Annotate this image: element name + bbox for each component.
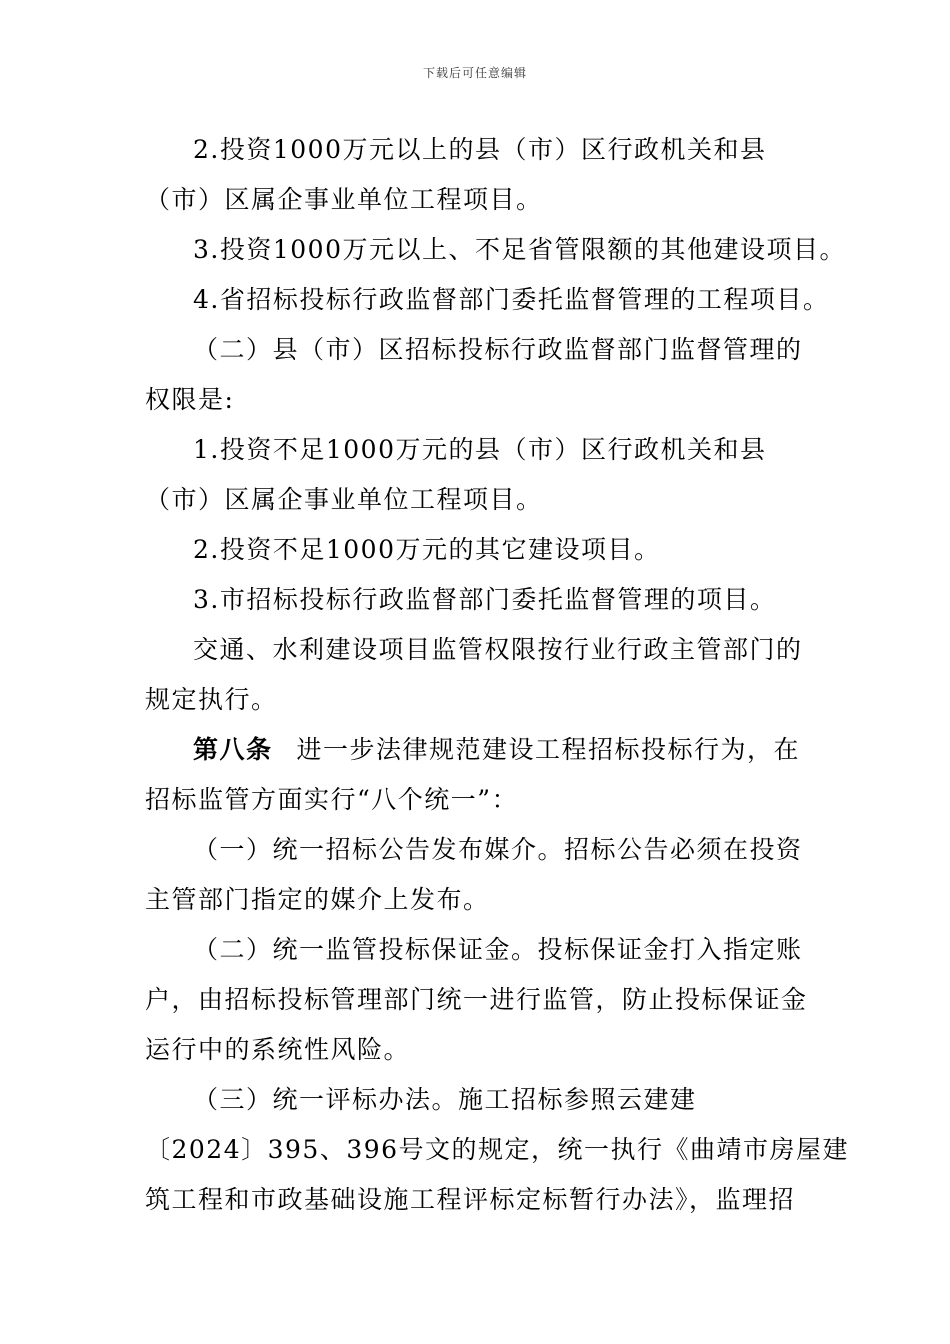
text-line: 运行中的系统性风险。 [145, 1035, 411, 1064]
text-line: 筑工程和市政基础设施工程评标定标暂行办法》，监理招 [145, 1185, 796, 1214]
text-line: （三）统一评标办法。施工招标参照云建建 [193, 1085, 697, 1114]
text-line: 交通、水利建设项目监管权限按行业行政主管部门的 [193, 635, 803, 664]
text-line: 主管部门指定的媒介上发布。 [145, 885, 490, 914]
article-line [193, 734, 800, 766]
text-line: 2.投资1000万元以上的县（市）区行政机关和县 [193, 135, 767, 164]
text-line: 3.投资1000万元以上、不足省管限额的其他建设项目。 [193, 235, 846, 264]
article-heading: 第八条 [193, 735, 273, 764]
text-line: 〔2024〕395、396号文的规定，统一执行《曲靖市房屋建 [145, 1135, 850, 1164]
text-line: （二）统一监管投标保证金。投标保证金打入指定账 [193, 935, 803, 964]
text-line: 规定执行。 [145, 685, 278, 714]
article-text: 进一步法律规范建设工程招标投标行为，在 [296, 735, 801, 764]
text-line: （市）区属企事业单位工程项目。 [145, 185, 543, 214]
page-header: 下载后可任意编辑 [422, 66, 527, 80]
text-line: 3.市招标投标行政监督部门委托监督管理的项目。 [193, 585, 777, 614]
text-line: 招标监管方面实行“八个统一”： [145, 785, 519, 814]
text-line: （一）统一招标公告发布媒介。招标公告必须在投资 [193, 835, 803, 864]
text-line: 1.投资不足1000万元的县（市）区行政机关和县 [193, 435, 767, 464]
text-line: 户，由招标投标管理部门统一进行监管，防止投标保证金 [145, 985, 808, 1014]
text-line: （二）县（市）区招标投标行政监督部门监督管理的 [193, 335, 803, 364]
text-line: （市）区属企事业单位工程项目。 [145, 485, 543, 514]
text-line: 2.投资不足1000万元的其它建设项目。 [193, 535, 661, 564]
text-line: 权限是: [145, 385, 235, 414]
text-line: 4.省招标投标行政监督部门委托监督管理的工程项目。 [193, 285, 830, 314]
